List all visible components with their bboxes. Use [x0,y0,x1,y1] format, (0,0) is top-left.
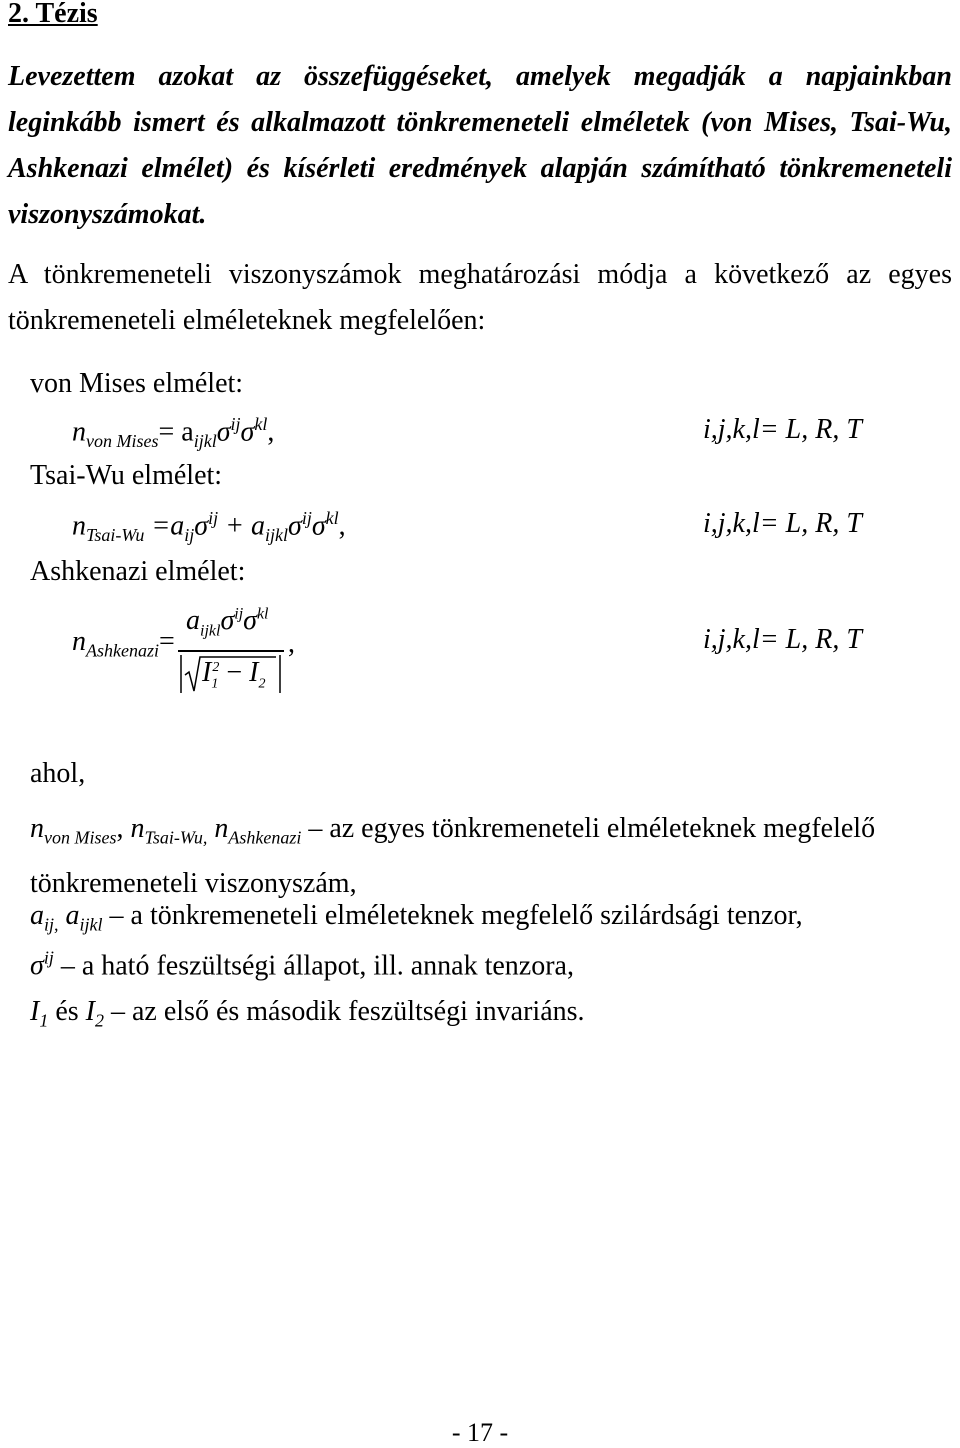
fraction-bar [178,650,284,652]
definition-n: $n_{von Mises}$, $n_{Tsai-Wu,}$ $n_{Ashkenazi}$ – az egyes tönkremeneteli elméleteknek megfelelő tönkremeneteli viszonyszám, [30,813,876,899]
vonmises-heading: von Mises elmélet: [30,368,244,399]
intro-paragraph: A tönkremeneteli viszonyszámok meghatározási módja a következő az egyes tönkremeneteli elméleteknek megfelelően: [8,259,952,336]
where-label: ahol, [30,758,86,789]
ashkenazi-lhs: $n_{Ashkenazi}=$ [72,626,175,661]
section-title: 2. Tézis [8,0,98,29]
definition-invariants: $I_1$ és $I_2$ – az első és második feszültségi invariáns. [30,996,585,1031]
fraction-numerator: $a_{ijkl}\sigma^{ij}\sigma^{kl}$ [186,605,269,640]
ashkenazi-fraction [178,605,284,695]
page-number: - 17 - [451,1418,509,1447]
tsaiwu-formula: $n_{Tsai-Wu} =a_{ij}\sigma^{ij} + a_{ijkl}\sigma^{ij}\sigma^{kl}$, [72,508,346,545]
vonmises-indices: i,j,k,l= L, R, T [703,414,862,445]
fraction-denominator [180,653,282,695]
thesis-statement: Levezettem azokat az összefüggéseket, amelyek megadják a napjainkban leginkább ismert és alkalmazott tönkremeneteli elméletek (von Mises, Tsai-Wu, Ashkenazi elmélet) és kísérleti eredmények alapján számítható tönkremeneteli viszonyszámokat. [8,61,952,230]
definition-sigma: $\sigma^{ij}$ – a ható feszültségi állapot, ill. annak tenzora, [30,948,574,982]
denominator-text: $I_1^2 - I_2$ [202,657,266,692]
tsaiwu-indices: i,j,k,l= L, R, T [703,508,862,539]
ashkenazi-comma: , [288,628,295,659]
definition-a: $a_{ij,}$ $a_{ijkl}$ – a tönkremeneteli elméleteknek megfelelő szilárdsági tenzor, [30,900,803,935]
ashkenazi-heading: Ashkenazi elmélet: [30,556,246,587]
tsaiwu-heading: Tsai-Wu elmélet: [30,460,223,491]
ashkenazi-indices: i,j,k,l= L, R, T [703,624,862,655]
vonmises-formula: $n_{von Mises}= a_{ijkl}\sigma^{ij}\sigma^{kl}$, [72,414,275,451]
